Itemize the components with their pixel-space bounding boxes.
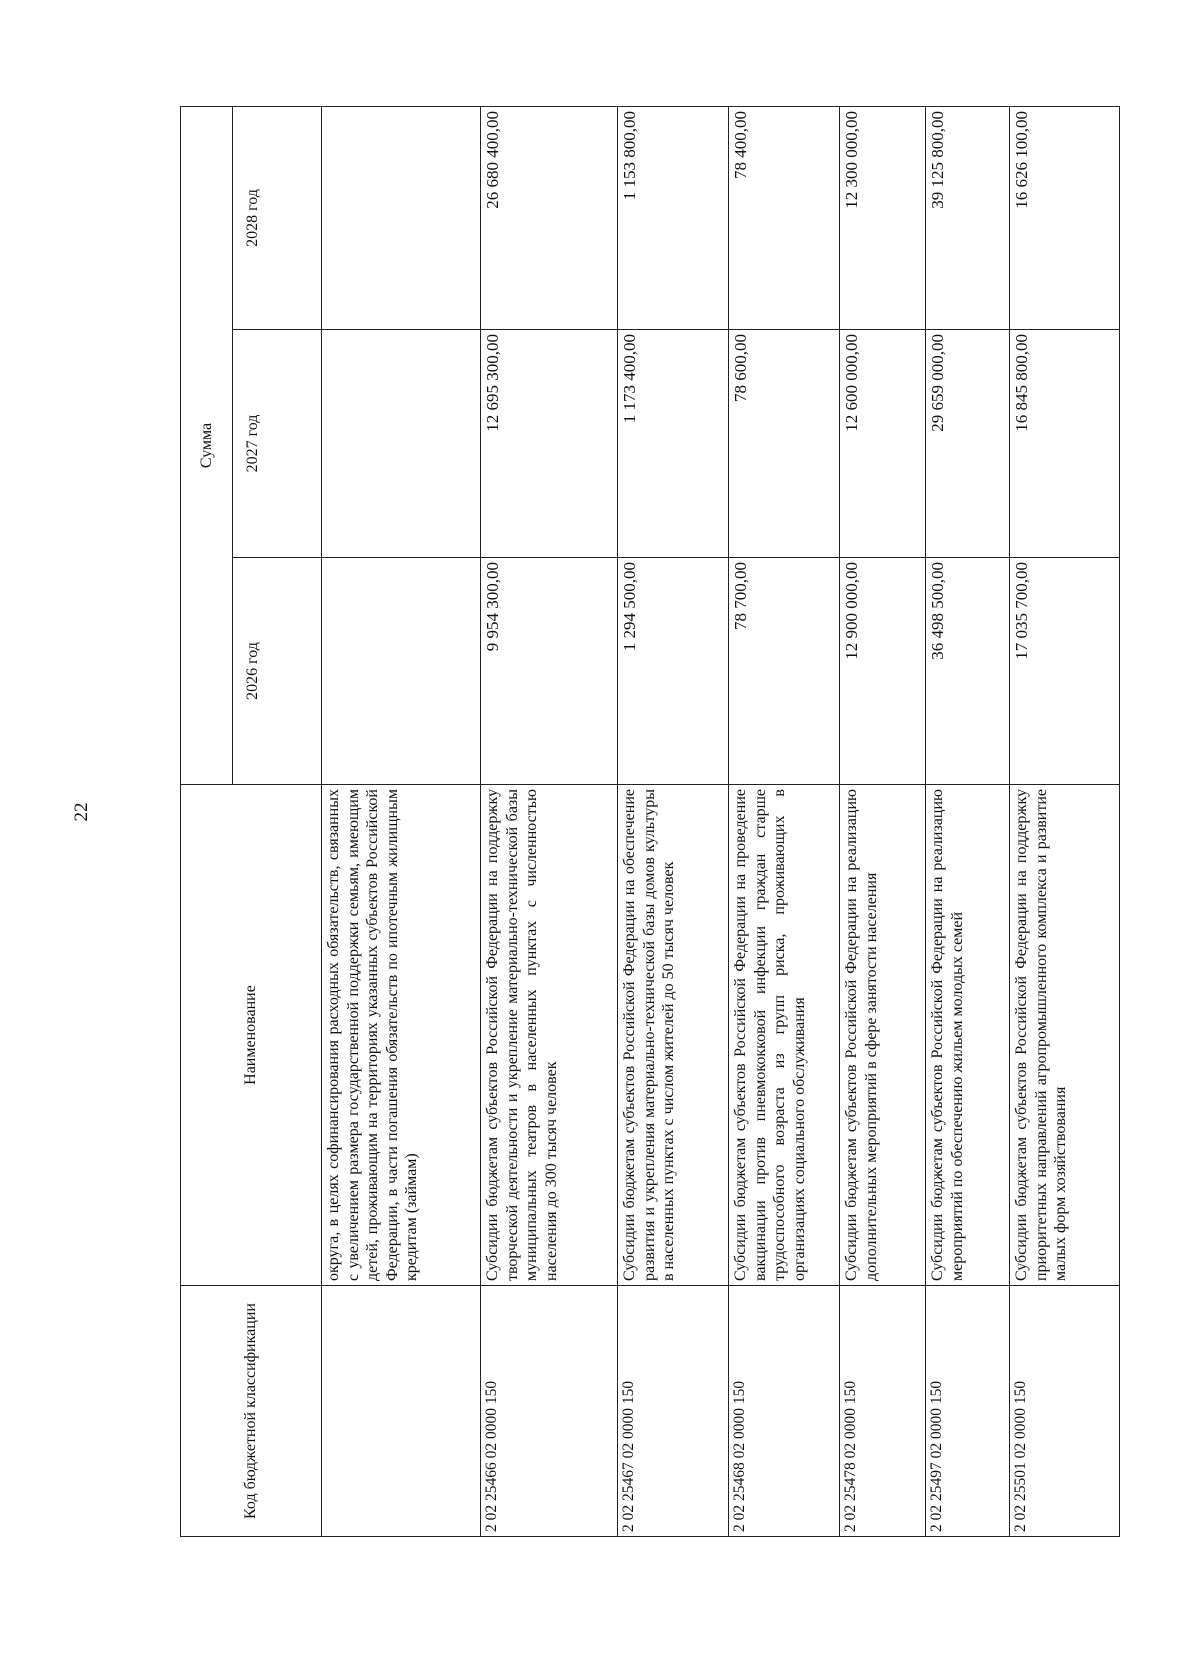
row-code: 2 02 25501 02 0000 150	[1010, 1286, 1120, 1537]
row-sum-2027: 12 695 300,00	[481, 330, 618, 558]
row-sum-2028: 16 626 100,00	[1010, 106, 1120, 329]
row-name: Субсидии бюджетам субъектов Российской Федерации на реализацию дополнительных мероприятий в сфере занятости населения	[840, 785, 926, 1286]
row-sum-2026: 36 498 500,00	[926, 558, 1010, 785]
row-sum-2028: 12 300 000,00	[840, 106, 926, 329]
table-row	[481, 106, 618, 1536]
row-sum-2027	[322, 330, 481, 558]
table-row	[322, 106, 481, 1536]
row-code: 2 02 25468 02 0000 150	[729, 1286, 840, 1537]
row-sum-2028: 39 125 800,00	[926, 106, 1010, 329]
row-sum-2026: 17 035 700,00	[1010, 558, 1120, 785]
row-sum-2028: 26 680 400,00	[481, 106, 618, 329]
table-row	[618, 106, 729, 1536]
row-name: Субсидии бюджетам субъектов Российской Федерации на обеспечение развития и укрепления материально-технической базы домов культуры в населенных пунктах с числом жителей до 50 тысяч человек	[618, 785, 729, 1286]
row-code: 2 02 25497 02 0000 150	[926, 1286, 1010, 1537]
header-year-2026: 2026 год	[233, 558, 322, 785]
header-sum: Сумма	[181, 106, 233, 784]
page-number: 22	[71, 802, 92, 822]
header-year-2028: 2028 год	[233, 106, 322, 329]
table-row	[840, 106, 926, 1536]
row-sum-2027: 29 659 000,00	[926, 330, 1010, 558]
row-name: Субсидии бюджетам субъектов Российской Федерации на реализацию мероприятий по обеспечению жильем молодых семей	[926, 785, 1010, 1286]
header-name: Наименование	[181, 785, 322, 1286]
table-rotated-wrapper	[180, 107, 1070, 1537]
row-name: округа, в целях софинансирования расходных обязательств, связанных с увеличением размера государственной поддержки семьям, имеющим детей, проживающим на территориях указанных субъектов Российской Федерации, в части погашения обязательств по ипотечным жилищным кредитам (займам)	[322, 785, 481, 1286]
header-code: Код бюджетной классификации	[181, 1286, 322, 1537]
row-code: 2 02 25466 02 0000 150	[481, 1286, 618, 1537]
row-sum-2027: 16 845 800,00	[1010, 330, 1120, 558]
row-sum-2026: 12 900 000,00	[840, 558, 926, 785]
budget-table	[180, 106, 1120, 1537]
table-row	[729, 106, 840, 1536]
row-sum-2026: 78 700,00	[729, 558, 840, 785]
row-sum-2028: 1 153 800,00	[618, 106, 729, 329]
row-name: Субсидии бюджетам субъектов Российской Федерации на поддержку приоритетных направлений агропромышленного комплекса и развитие малых форм хозяйствования	[1010, 785, 1120, 1286]
row-sum-2027: 78 600,00	[729, 330, 840, 558]
row-code: 2 02 25467 02 0000 150	[618, 1286, 729, 1537]
row-sum-2028	[322, 106, 481, 329]
row-name: Субсидии бюджетам субъектов Российской Федерации на поддержку творческой деятельности и укрепление материально-технической базы муниципальных театров в населенных пунктах с численностью населения до 300 тысяч человек	[481, 785, 618, 1286]
row-sum-2027: 12 600 000,00	[840, 330, 926, 558]
row-name: Субсидии бюджетам субъектов Российской Федерации на проведение вакцинации против пневмококковой инфекции граждан старше трудоспособного возраста из групп риска, проживающих в организациях социального обслуживания	[729, 785, 840, 1286]
table-row	[926, 106, 1010, 1536]
row-sum-2027: 1 173 400,00	[618, 330, 729, 558]
row-sum-2026: 9 954 300,00	[481, 558, 618, 785]
row-code: 2 02 25478 02 0000 150	[840, 1286, 926, 1537]
row-sum-2026	[322, 558, 481, 785]
header-year-2027: 2027 год	[233, 330, 322, 558]
table-row	[1010, 106, 1120, 1536]
table-container	[180, 107, 1070, 1537]
row-code	[322, 1286, 481, 1537]
row-sum-2028: 78 400,00	[729, 106, 840, 329]
row-sum-2026: 1 294 500,00	[618, 558, 729, 785]
